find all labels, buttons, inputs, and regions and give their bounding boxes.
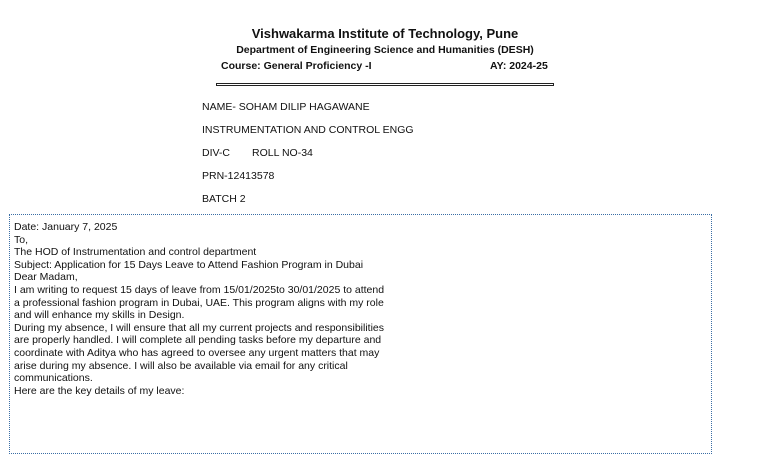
letter-line: I am writing to request 15 days of leave from 15/01/2025to 30/01/2025 to attend [14,283,385,296]
student-name: NAME- SOHAM DILIP HAGAWANE [202,101,370,113]
student-batch: BATCH 2 [202,193,246,205]
letter-line: communications. [14,372,93,385]
course-name: Course: General Proficiency -I [221,60,372,72]
letter-line: are properly handled. I will complete all pending tasks before my departure and [14,334,382,347]
letter-line: The HOD of Instrumentation and control department [14,246,257,259]
student-branch: INSTRUMENTATION AND CONTROL ENGG [202,124,414,136]
student-details [202,100,414,215]
letter-line: a professional fashion program in Dubai, UAE. This program aligns with my role [14,296,384,309]
letter-line: and will enhance my skills in Design. [14,309,185,322]
letter-line: coordinate with Aditya who has agreed to oversee any urgent matters that may [14,346,380,359]
letter-line: arise during my absence. I will also be available via email for any critical [14,359,348,372]
student-division: DIV-C [202,147,231,159]
header-divider [216,83,554,86]
institute-name: Vishwakarma Institute of Technology, Pune [251,26,519,41]
academic-year: AY: 2024-25 [490,60,548,72]
student-prn: PRN-12413578 [202,170,275,182]
department-name: Department of Engineering Science and Humanities (DESH) [236,44,534,56]
letter-line: Date: January 7, 2025 [14,221,118,233]
student-roll: ROLL NO-34 [252,147,313,159]
letter-line: To, [14,233,29,246]
letter-line: Dear Madam, [14,271,78,284]
letter-line: During my absence, I will ensure that all my current projects and responsibilities [14,321,384,334]
letter-line: Subject: Application for 15 Days Leave to Attend Fashion Program in Dubai [14,258,364,271]
letter-line: Here are the key details of my leave: [14,384,185,397]
student-division-roll [202,146,414,169]
letter-body [14,221,384,397]
